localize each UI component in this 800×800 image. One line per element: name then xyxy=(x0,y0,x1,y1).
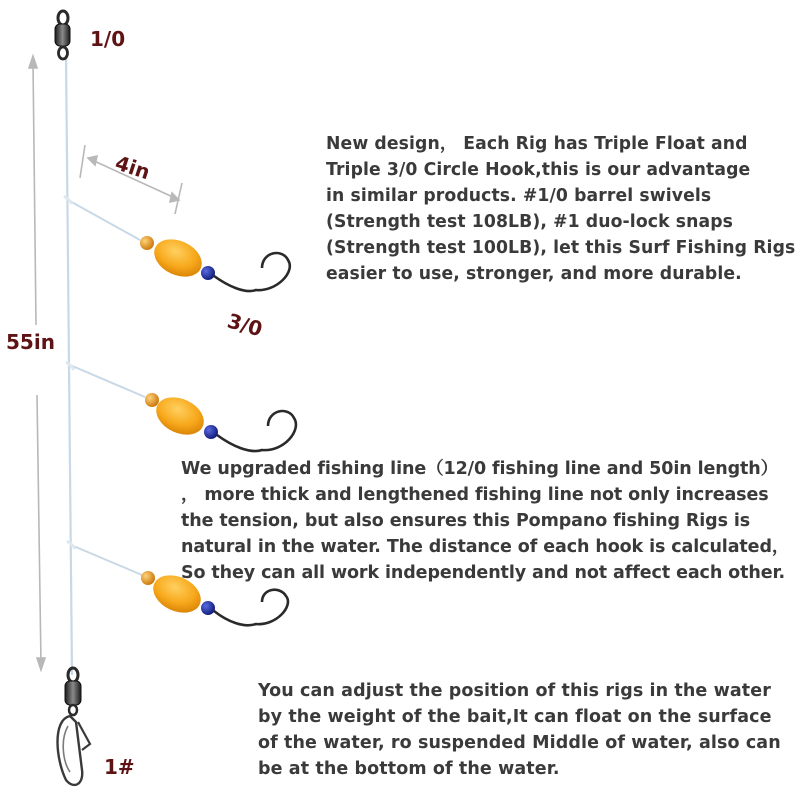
oval-float-icon xyxy=(150,390,210,442)
dropper-rig-1 xyxy=(64,196,290,291)
text-line: by the weight of the bait,It can float on the surface xyxy=(258,707,772,727)
circle-hook-icon xyxy=(217,411,296,451)
design-description xyxy=(326,131,800,287)
text-line: New design， Each Rig has Triple Float and xyxy=(326,134,748,154)
text-line: So they can all work independently and not affect each other. xyxy=(181,563,786,583)
text-line: We upgraded fishing line（12/0 fishing line and 50in length） xyxy=(181,459,779,479)
bead-icon xyxy=(201,266,215,280)
dropper-rig-2 xyxy=(66,362,296,451)
barrel-swivel-icon xyxy=(55,11,70,59)
circle-hook-icon xyxy=(214,253,290,291)
top-swivel-size-label: 1/0 xyxy=(90,27,126,51)
text-line: natural in the water. The distance of each hook is calculated， xyxy=(181,537,790,557)
text-line: Triple 3/0 Circle Hook,this is our advantage xyxy=(326,160,751,180)
duo-lock-snap-icon xyxy=(58,668,91,785)
bead-icon xyxy=(204,425,218,439)
text-line: of the water, ro suspended Middle of water, also can xyxy=(258,733,781,753)
text-line: You can adjust the position of this rigs in the water xyxy=(258,681,771,701)
bead-icon xyxy=(141,571,155,585)
circle-hook-icon xyxy=(214,590,288,625)
branch-length-label: 4in xyxy=(112,150,154,185)
text-line: be at the bottom of the water. xyxy=(258,759,560,779)
bottom-snap-size-label: 1# xyxy=(104,755,135,779)
text-line: ， more thick and lengthened fishing line not only increases xyxy=(181,485,769,505)
text-line: (Strength test 108LB), #1 duo-lock snaps xyxy=(326,212,734,232)
text-line: (Strength test 100LB), let this Surf Fishing Rigs xyxy=(326,238,796,258)
oval-float-icon xyxy=(148,232,208,284)
hook-size-label: 3/0 xyxy=(224,308,266,342)
text-line: easier to use, stronger, and more durable. xyxy=(326,264,742,284)
total-length-arrow xyxy=(29,56,45,670)
text-line: the tension, but also ensures this Pompano fishing Rigs is xyxy=(181,511,751,531)
bead-icon xyxy=(201,601,215,615)
bead-icon xyxy=(140,236,154,250)
total-length-label: 55in xyxy=(6,330,55,354)
line-description xyxy=(181,456,789,586)
text-line: in similar products. #1/0 barrel swivels xyxy=(326,186,712,206)
adjust-description xyxy=(258,678,781,782)
bead-icon xyxy=(145,393,159,407)
